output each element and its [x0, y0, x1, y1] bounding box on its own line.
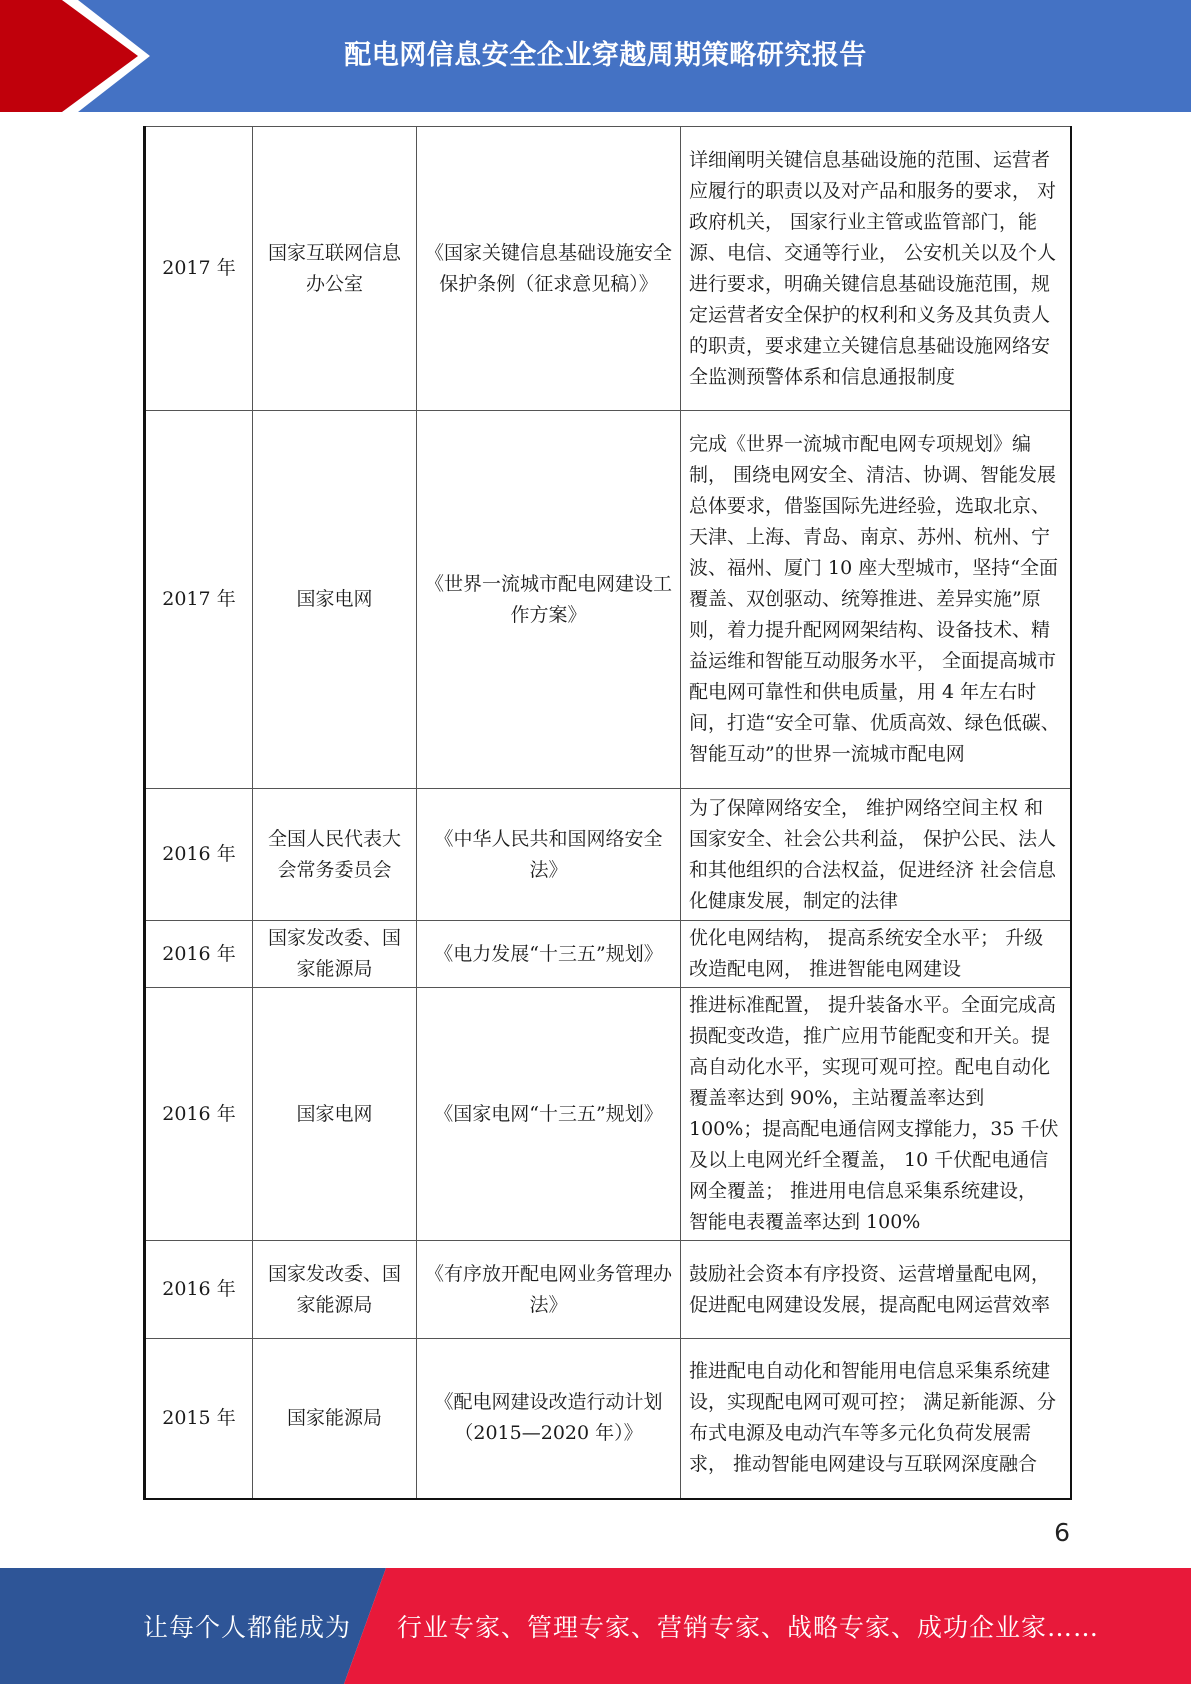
- table-row: [145, 411, 1071, 789]
- description-cell: 详细阐明关键信息基础设施的范围、运营者应履行的职责以及对产品和服务的要求， 对政府机关， 国家行业主管或监管部门，能源、电信、交通等行业， 公安机关以及个人进行要求，明确关键信息基础设施范围，规定运营者安全保护的权利和义务及其负责人的职责，要求建立关键信息基础设施网络安全监测预警体系和信息通报制度: [681, 127, 1071, 411]
- report-title: 配电网信息安全企业穿越周期策略研究报告: [344, 39, 867, 71]
- organization-cell: 全国人民代表大会常务委员会: [253, 789, 417, 921]
- table-row: [145, 1339, 1071, 1499]
- description-cell: 为了保障网络安全， 维护网络空间主权 和国家安全、社会公共利益， 保护公民、法人和其他组织的合法权益，促进经济 社会信息化健康发展，制定的法律: [681, 789, 1071, 921]
- year-cell: 2015 年: [145, 1339, 253, 1499]
- year-cell: 2016 年: [145, 1241, 253, 1339]
- footer-slogan-right: 行业专家、管理专家、营销专家、战略专家、成功企业家……: [397, 1613, 1100, 1642]
- organization-cell: 国家能源局: [253, 1339, 417, 1499]
- description-cell: 优化电网结构， 提高系统安全水平； 升级改造配电网， 推进智能电网建设: [681, 921, 1071, 988]
- organization-cell: 国家电网: [253, 411, 417, 789]
- policy-table: [143, 126, 1072, 1500]
- description-cell: 鼓励社会资本有序投资、运营增量配电网，促进配电网建设发展，提高配电网运营效率: [681, 1241, 1071, 1339]
- table-row: [145, 921, 1071, 988]
- table-row: [145, 127, 1071, 411]
- document-cell: 《国家关键信息基础设施安全保护条例（征求意见稿）》: [417, 127, 681, 411]
- organization-cell: 国家发改委、国家能源局: [253, 921, 417, 988]
- year-cell: 2016 年: [145, 988, 253, 1241]
- year-cell: 2017 年: [145, 127, 253, 411]
- year-cell: 2016 年: [145, 921, 253, 988]
- page-number: 6: [1054, 1518, 1070, 1547]
- document-cell: 《世界一流城市配电网建设工作方案》: [417, 411, 681, 789]
- organization-cell: 国家互联网信息办公室: [253, 127, 417, 411]
- organization-cell: 国家电网: [253, 988, 417, 1241]
- document-cell: 《配电网建设改造行动计划（2015—2020 年）》: [417, 1339, 681, 1499]
- year-cell: 2016 年: [145, 789, 253, 921]
- description-cell: 完成《世界一流城市配电网专项规划》编制， 围绕电网安全、清洁、协调、智能发展总体要求，借鉴国际先进经验，选取北京、天津、上海、青岛、南京、苏州、杭州、宁波、福州、厦门 10 座大型城市，坚持“全面覆盖、双创驱动、统筹推进、差异实施”原则，着力提升配网网架结构、设备技术、精益运维和智能互动服务水平， 全面提高城市配电网可靠性和供电质量，用 4 年左右时间，打造“安全可靠、优质高效、绿色低碳、智能互动”的世界一流城市配电网: [681, 411, 1071, 789]
- page-header: [0, 0, 1191, 112]
- footer-slogan-left: 让每个人都能成为: [143, 1613, 352, 1642]
- table-row: [145, 1241, 1071, 1339]
- document-cell: 《国家电网“十三五”规划》: [417, 988, 681, 1241]
- document-cell: 《电力发展“十三五”规划》: [417, 921, 681, 988]
- organization-cell: 国家发改委、国家能源局: [253, 1241, 417, 1339]
- year-cell: 2017 年: [145, 411, 253, 789]
- document-cell: 《中华人民共和国网络安全法》: [417, 789, 681, 921]
- page-footer: [0, 1568, 1191, 1684]
- document-cell: 《有序放开配电网业务管理办法》: [417, 1241, 681, 1339]
- description-cell: 推进标准配置， 提升装备水平。全面完成高损配变改造，推广应用节能配变和开关。提高自动化水平，实现可观可控。配电自动化覆盖率达到 90%，主站覆盖率达到 100%；提高配电通信网支撑能力，35 千伏及以上电网光纤全覆盖， 10 千伏配电通信网全覆盖； 推进用电信息采集系统建设， 智能电表覆盖率达到 100%: [681, 988, 1071, 1241]
- table-row: [145, 988, 1071, 1241]
- description-cell: 推进配电自动化和智能用电信息采集系统建设，实现配电网可观可控； 满足新能源、分布式电源及电动汽车等多元化负荷发展需求， 推动智能电网建设与互联网深度融合: [681, 1339, 1071, 1499]
- table-row: [145, 789, 1071, 921]
